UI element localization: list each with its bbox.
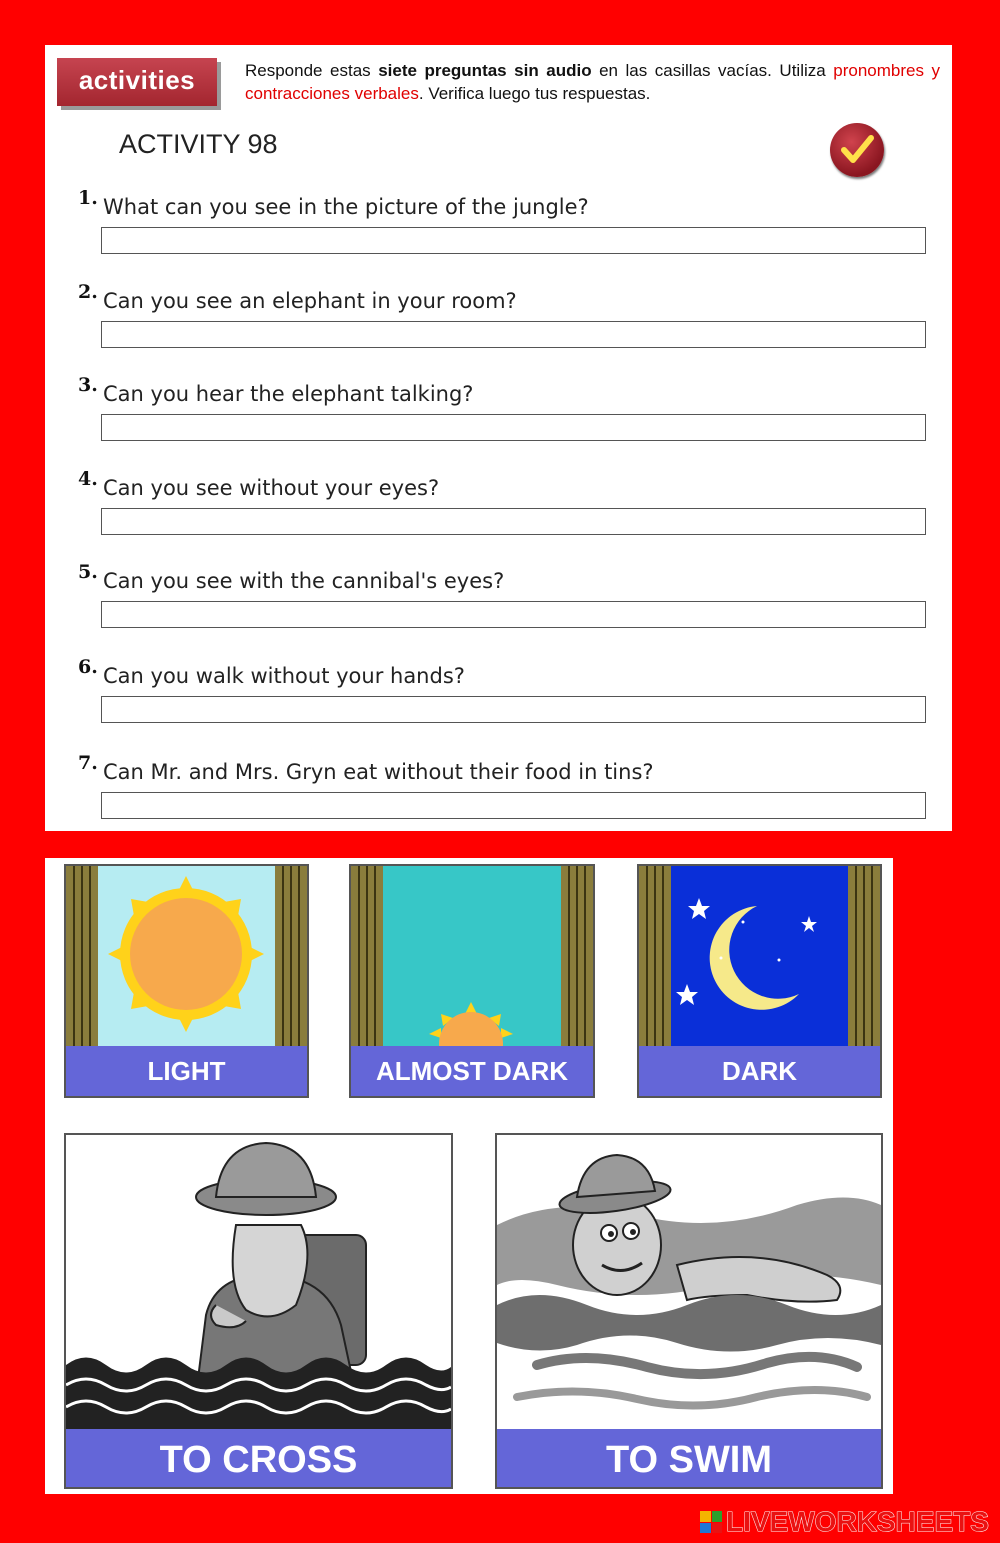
answer-field-4[interactable] (101, 508, 926, 535)
liveworksheets-logo[interactable] (700, 1507, 989, 1537)
worksheet-panel: activities Responde estas siete preguntas sin audio en las casillas vacías. Utiliza pronombres y contracciones verbales. Verifica luego tus respuestas. ACTIVITY 98 1. What can you see in the picture of the jungle? 2. Can you see an elephant in your room? 3. Can you hear the elephant talking? 4. Can you see without your eyes? 5. Can you see with the cannibal's eyes? 6. Can you walk without your hands? 7. Can Mr. and Mrs. Gryn eat without their food in tins? (45, 45, 952, 831)
answer-field-2[interactable] (101, 321, 926, 348)
answer-field-5[interactable] (101, 601, 926, 628)
logo-grid-icon (700, 1511, 722, 1533)
answer-field-6[interactable] (101, 696, 926, 723)
to-swim-card (495, 1133, 883, 1489)
activity-title: ACTIVITY 98 (119, 129, 278, 159)
question-text: Can you hear the elephant talking? (103, 382, 474, 406)
instructions: Responde estas siete preguntas sin audio en las casillas vacías. Utiliza pronombres y contracciones verbales. Verifica luego tus respuestas. (245, 61, 940, 103)
question-text: Can you walk without your hands? (103, 664, 465, 688)
man-crossing-water-picture (66, 1135, 451, 1429)
answer-field-1[interactable] (101, 227, 926, 254)
picture-panel (45, 858, 893, 1494)
to-cross-label: TO CROSS (66, 1429, 451, 1487)
to-swim-label: TO SWIM (497, 1429, 881, 1487)
sunset-window-picture (351, 866, 593, 1046)
dark-card (637, 864, 882, 1098)
to-cross-card (64, 1133, 453, 1489)
sun-icon (108, 876, 264, 1032)
logo-text: LIVEWORKSHEETS (726, 1506, 989, 1537)
question-text: What can you see in the picture of the jungle? (103, 195, 589, 219)
light-label: LIGHT (66, 1046, 307, 1096)
activities-badge: activities (57, 58, 217, 106)
question-text: Can you see an elephant in your room? (103, 289, 517, 313)
answer-field-3[interactable] (101, 414, 926, 441)
night-window-picture (639, 866, 880, 1046)
answer-field-7[interactable] (101, 792, 926, 819)
light-card (64, 864, 309, 1098)
dark-label: DARK (639, 1046, 880, 1096)
question-text: Can you see without your eyes? (103, 476, 440, 500)
checkmark-icon[interactable] (830, 123, 884, 177)
sun-window-picture (66, 866, 307, 1046)
man-swimming-picture (497, 1135, 881, 1429)
almost-dark-card (349, 864, 595, 1098)
question-text: Can Mr. and Mrs. Gryn eat without their food in tins? (103, 760, 654, 784)
almost-dark-label: ALMOST DARK (351, 1046, 593, 1096)
question-text: Can you see with the cannibal's eyes? (103, 569, 505, 593)
